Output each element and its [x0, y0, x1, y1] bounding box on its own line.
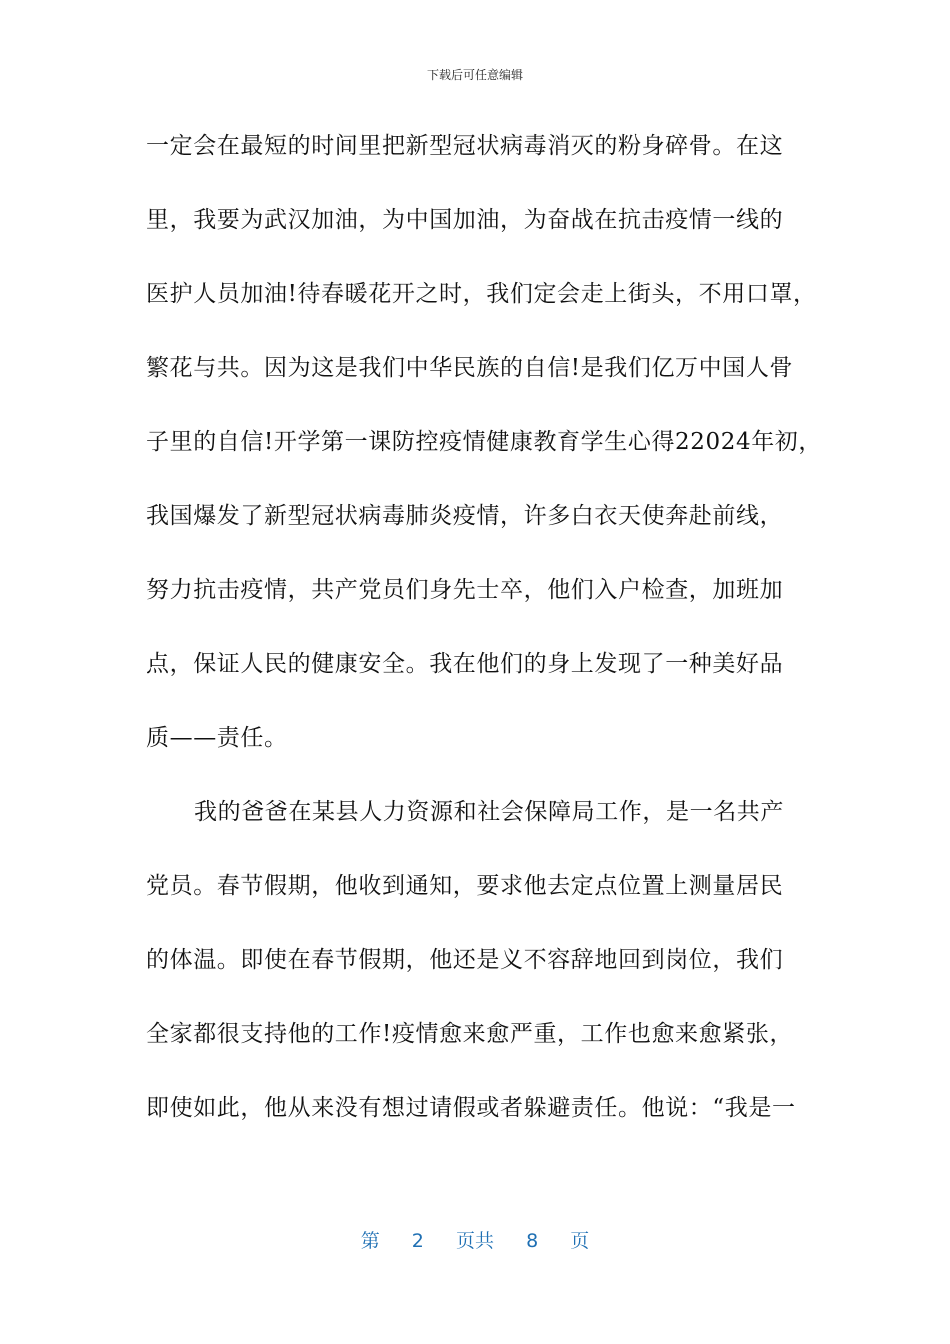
footer-middle: 页共: [455, 1230, 494, 1252]
footer-total-pages: 8: [526, 1230, 539, 1252]
text-line: 我国爆发了新型冠状病毒肺炎疫情，许多白衣天使奔赴前线，: [146, 503, 784, 529]
text-line: 的体温。即使在春节假期，他还是义不容辞地回到岗位，我们: [146, 947, 784, 973]
text-line: 即使如此，他从来没有想过请假或者躲避责任。他说：“我是一: [146, 1095, 796, 1121]
text-line: 努力抗击疫情，共产党员们身先士卒，他们入户检查，加班加: [146, 577, 784, 603]
text-line: 党员。春节假期，他收到通知，要求他去定点位置上测量居民: [146, 873, 784, 899]
text-line: 里，我要为武汉加油，为中国加油，为奋战在抗击疫情一线的: [146, 207, 784, 233]
footer-prefix: 第: [360, 1230, 380, 1252]
text-line: 全家都很支持他的工作!疫情愈来愈严重，工作也愈来愈紧张，: [146, 1021, 794, 1047]
page-footer: [0, 1226, 950, 1253]
text-line: 质——责任。: [146, 725, 288, 751]
footer-current-page: 2: [411, 1230, 424, 1252]
text-line: 繁花与共。因为这是我们中华民族的自信!是我们亿万中国人骨: [146, 355, 794, 381]
text-line: 一定会在最短的时间里把新型冠状病毒消灭的粉身碎骨。在这: [146, 133, 784, 159]
text-line: 我的爸爸在某县人力资源和社会保障局工作，是一名共产: [194, 799, 784, 825]
page-header: 下载后可任意编辑: [426, 68, 523, 82]
text-line: 点，保证人民的健康安全。我在他们的身上发现了一种美好品: [146, 651, 784, 677]
text-line: 医护人员加油!待春暖花开之时，我们定会走上街头，不用口罩，: [146, 281, 817, 307]
text-line: 子里的自信!开学第一课防控疫情健康教育学生心得22024年初，: [146, 429, 823, 455]
footer-suffix: 页: [570, 1230, 590, 1252]
